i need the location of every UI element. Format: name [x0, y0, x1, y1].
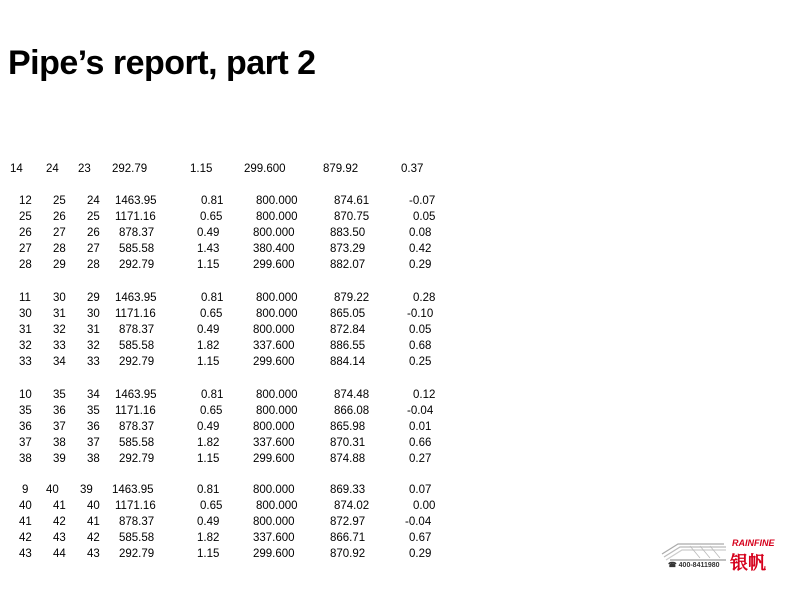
table-cell: 886.55	[330, 340, 366, 352]
table-cell: 0.65	[200, 211, 223, 223]
table-cell: 40	[46, 484, 59, 496]
table-cell: 29	[87, 292, 100, 304]
table-cell: 292.79	[119, 259, 155, 271]
table-cell: 800.000	[253, 227, 295, 239]
table-cell: 800.000	[253, 484, 295, 496]
table-cell: 299.600	[253, 259, 295, 271]
table-cell: 25	[19, 211, 32, 223]
table-cell: 866.08	[334, 405, 370, 417]
table-cell: 865.98	[330, 421, 366, 433]
table-cell: 878.37	[119, 227, 155, 239]
table-cell: 40	[19, 500, 32, 512]
table-cell: 27	[53, 227, 66, 239]
table-cell: 44	[53, 548, 66, 560]
table-cell: 1.15	[197, 548, 220, 560]
table-cell: 36	[53, 405, 66, 417]
table-row	[0, 356, 800, 372]
table-row	[0, 516, 800, 532]
table-cell: 0.05	[413, 211, 436, 223]
table-cell: 800.000	[253, 324, 295, 336]
table-cell: 800.000	[253, 421, 295, 433]
table-cell: 38	[87, 453, 100, 465]
table-cell: 34	[53, 356, 66, 368]
table-cell: 292.79	[112, 163, 148, 175]
table-cell: 38	[19, 453, 32, 465]
logo-brand-name: RAINFINE	[732, 538, 775, 548]
table-cell: 25	[53, 195, 66, 207]
table-cell: 0.07	[409, 484, 432, 496]
table-row	[0, 437, 800, 453]
table-cell: 800.000	[256, 211, 298, 223]
table-cell: 35	[87, 405, 100, 417]
table-cell: 292.79	[119, 453, 155, 465]
table-cell: -0.04	[405, 516, 432, 528]
table-cell: 28	[53, 243, 66, 255]
table-cell: 0.00	[413, 500, 436, 512]
table-cell: 299.600	[244, 163, 286, 175]
table-row	[0, 340, 800, 356]
table-cell: 35	[53, 389, 66, 401]
table-cell: 25	[87, 211, 100, 223]
table-cell: 874.61	[334, 195, 370, 207]
table-cell: 0.29	[409, 548, 432, 560]
table-cell: 42	[53, 516, 66, 528]
table-cell: 37	[53, 421, 66, 433]
table-cell: 43	[19, 548, 32, 560]
table-cell: 26	[87, 227, 100, 239]
table-row	[0, 163, 800, 179]
table-row	[0, 484, 800, 500]
table-cell: 28	[87, 259, 100, 271]
table-cell: 800.000	[256, 292, 298, 304]
table-cell: 879.92	[323, 163, 359, 175]
table-cell: 32	[87, 340, 100, 352]
table-row	[0, 453, 800, 469]
table-cell: 0.25	[409, 356, 432, 368]
table-row	[0, 324, 800, 340]
table-cell: 870.75	[334, 211, 370, 223]
table-cell: 24	[46, 163, 59, 175]
table-cell: 299.600	[253, 453, 295, 465]
table-cell: 337.600	[253, 340, 295, 352]
table-cell: 800.000	[253, 516, 295, 528]
table-cell: 1463.95	[115, 195, 157, 207]
table-cell: 585.58	[119, 532, 155, 544]
table-cell: 14	[10, 163, 23, 175]
table-cell: 26	[19, 227, 32, 239]
table-cell: 11	[19, 292, 31, 304]
logo-stripes-icon	[660, 540, 728, 562]
table-cell: 1171.16	[115, 500, 156, 512]
table-cell: 31	[53, 308, 66, 320]
table-cell: 42	[87, 532, 100, 544]
table-cell: 337.600	[253, 437, 295, 449]
table-cell: 866.71	[330, 532, 366, 544]
table-cell: 0.67	[409, 532, 432, 544]
table-cell: 1171.16	[115, 308, 156, 320]
table-cell: 28	[19, 259, 32, 271]
table-row	[0, 500, 800, 516]
table-row	[0, 259, 800, 275]
table-cell: 1.15	[190, 163, 213, 175]
table-cell: 878.37	[119, 516, 155, 528]
table-cell: 12	[19, 195, 32, 207]
table-cell: 1171.16	[115, 405, 156, 417]
table-cell: 38	[53, 437, 66, 449]
table-cell: 0.01	[409, 421, 432, 433]
table-cell: 1463.95	[115, 292, 157, 304]
table-cell: 865.05	[330, 308, 366, 320]
table-cell: 0.81	[201, 389, 224, 401]
table-cell: 585.58	[119, 437, 155, 449]
table-cell: 1463.95	[112, 484, 154, 496]
table-cell: 27	[87, 243, 100, 255]
table-cell: -0.07	[409, 195, 436, 207]
table-cell: 42	[19, 532, 32, 544]
table-cell: 33	[87, 356, 100, 368]
table-row	[0, 389, 800, 405]
table-cell: 23	[78, 163, 91, 175]
table-cell: 37	[19, 437, 32, 449]
table-row	[0, 421, 800, 437]
table-cell: 380.400	[253, 243, 295, 255]
table-cell: 0.42	[409, 243, 432, 255]
table-cell: 1.15	[197, 259, 220, 271]
table-cell: 299.600	[253, 356, 295, 368]
table-cell: 30	[19, 308, 32, 320]
company-logo	[660, 536, 790, 576]
table-cell: 0.49	[197, 324, 220, 336]
table-cell: 337.600	[253, 532, 295, 544]
table-cell: 0.68	[409, 340, 432, 352]
table-cell: 27	[19, 243, 32, 255]
table-cell: 800.000	[256, 500, 298, 512]
table-cell: 292.79	[119, 356, 155, 368]
table-row	[0, 405, 800, 421]
table-cell: 31	[87, 324, 100, 336]
table-cell: 883.50	[330, 227, 366, 239]
table-cell: 1.15	[197, 453, 220, 465]
table-cell: 43	[87, 548, 100, 560]
table-cell: 29	[53, 259, 66, 271]
table-cell: 800.000	[256, 308, 298, 320]
table-cell: 1.15	[197, 356, 220, 368]
table-cell: 30	[53, 292, 66, 304]
table-cell: 585.58	[119, 243, 155, 255]
table-cell: 24	[87, 195, 100, 207]
table-cell: 41	[19, 516, 32, 528]
table-cell: 0.29	[409, 259, 432, 271]
table-cell: 33	[53, 340, 66, 352]
table-cell: 1.82	[197, 532, 220, 544]
table-cell: 39	[53, 453, 66, 465]
table-cell: 0.27	[409, 453, 432, 465]
table-cell: 1.43	[197, 243, 220, 255]
table-cell: 1171.16	[115, 211, 156, 223]
table-cell: 30	[87, 308, 100, 320]
table-cell: 32	[19, 340, 32, 352]
table-cell: 1.82	[197, 437, 220, 449]
logo-phone: ☎ 400-8411980	[668, 562, 720, 569]
table-row	[0, 211, 800, 227]
table-cell: 0.12	[413, 389, 436, 401]
table-cell: -0.10	[407, 308, 434, 320]
table-row	[0, 195, 800, 211]
table-cell: 0.05	[409, 324, 432, 336]
table-cell: 35	[19, 405, 32, 417]
table-cell: 0.28	[413, 292, 436, 304]
table-cell: 878.37	[119, 324, 155, 336]
table-cell: 800.000	[256, 405, 298, 417]
table-cell: 9	[22, 484, 29, 496]
table-cell: 36	[19, 421, 32, 433]
table-cell: 0.65	[200, 405, 223, 417]
table-cell: 31	[19, 324, 32, 336]
table-cell: 41	[87, 516, 100, 528]
table-cell: 882.07	[330, 259, 366, 271]
table-cell: 43	[53, 532, 66, 544]
table-cell: 872.84	[330, 324, 366, 336]
table-cell: 870.31	[330, 437, 366, 449]
table-row	[0, 227, 800, 243]
table-cell: 41	[53, 500, 66, 512]
table-row	[0, 243, 800, 259]
table-cell: 1.82	[197, 340, 220, 352]
table-cell: 0.66	[409, 437, 432, 449]
table-cell: 0.81	[201, 292, 224, 304]
table-cell: 800.000	[256, 195, 298, 207]
table-cell: 0.65	[200, 500, 223, 512]
table-cell: 0.37	[401, 163, 424, 175]
table-cell: 0.65	[200, 308, 223, 320]
table-cell: 870.92	[330, 548, 366, 560]
table-cell: 873.29	[330, 243, 366, 255]
table-cell: 33	[19, 356, 32, 368]
table-cell: 36	[87, 421, 100, 433]
table-cell: 878.37	[119, 421, 155, 433]
table-cell: 299.600	[253, 548, 295, 560]
table-cell: 39	[80, 484, 93, 496]
table-cell: 34	[87, 389, 100, 401]
table-cell: 879.22	[334, 292, 370, 304]
table-cell: 884.14	[330, 356, 366, 368]
table-row	[0, 292, 800, 308]
table-cell: 0.81	[197, 484, 220, 496]
table-cell: 32	[53, 324, 66, 336]
table-cell: 40	[87, 500, 100, 512]
table-cell: 10	[19, 389, 32, 401]
table-cell: 869.33	[330, 484, 366, 496]
table-cell: 26	[53, 211, 66, 223]
table-cell: 0.49	[197, 516, 220, 528]
table-cell: 800.000	[256, 389, 298, 401]
table-cell: 872.97	[330, 516, 366, 528]
page-title: Pipe’s report, part 2	[8, 44, 316, 82]
logo-chinese-name: 银帆	[730, 553, 766, 574]
table-row	[0, 308, 800, 324]
table-cell: 874.48	[334, 389, 370, 401]
table-cell: 1463.95	[115, 389, 157, 401]
table-cell: 874.88	[330, 453, 366, 465]
table-cell: 0.49	[197, 227, 220, 239]
table-cell: 0.08	[409, 227, 432, 239]
table-cell: 0.81	[201, 195, 224, 207]
table-cell: 874.02	[334, 500, 370, 512]
table-cell: 37	[87, 437, 100, 449]
table-cell: 292.79	[119, 548, 155, 560]
table-cell: 585.58	[119, 340, 155, 352]
table-cell: 0.49	[197, 421, 220, 433]
table-cell: -0.04	[407, 405, 434, 417]
